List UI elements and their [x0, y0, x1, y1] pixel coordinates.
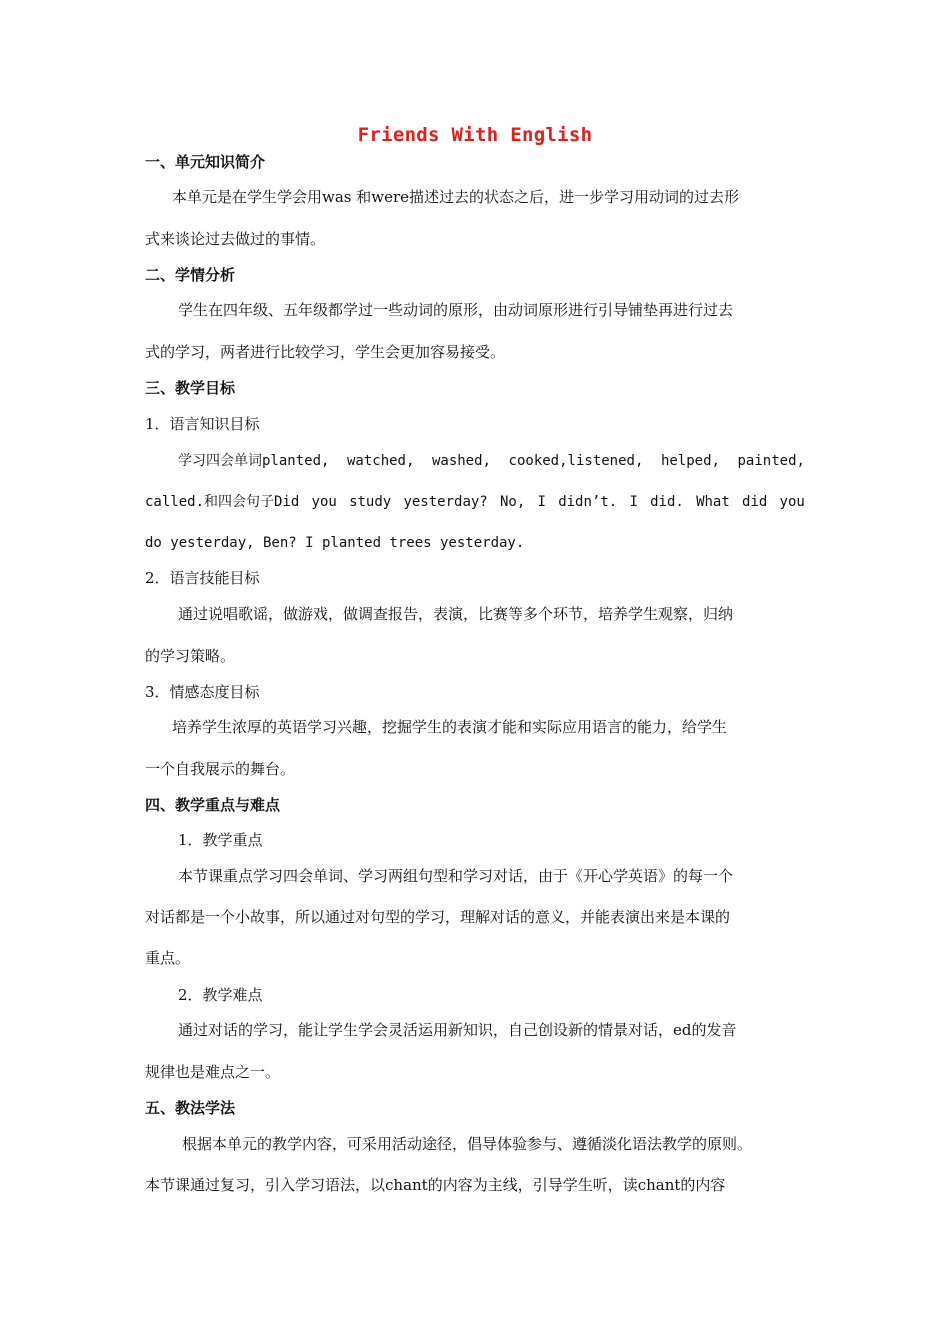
word: cooked,listened,: [508, 453, 644, 469]
word: No,: [499, 494, 526, 510]
paragraph-line: 培养学生浓厚的英语学习兴趣，挖掘学生的表演才能和实际应用语言的能力，给学生: [172, 718, 728, 736]
subheading-attitude-goals: 3．情感态度目标: [145, 683, 260, 701]
paragraph-line: 式的学习，两者进行比较学习，学生会更加容易接受。: [145, 343, 506, 361]
section-heading-objectives: 三、教学目标: [145, 379, 236, 397]
paragraph-line: 规律也是难点之一。: [145, 1063, 281, 1081]
document-title: Friends With English: [357, 124, 593, 146]
subheading-skill-goals: 2．语言技能目标: [145, 569, 260, 587]
paragraph-line: 式来谈论过去做过的事情。: [145, 230, 326, 248]
paragraph-line: 本节课通过复习，引入学习语法，以chant的内容为主线，引导学生听，读chant的内容: [145, 1176, 726, 1194]
paragraph-line: 本单元是在学生学会用was 和were描述过去的状态之后，进一步学习用动词的过去形: [172, 188, 740, 206]
word: did.: [650, 494, 684, 510]
word: didn’t.: [558, 494, 618, 510]
word: you: [779, 494, 805, 510]
paragraph-line: 一个自我展示的舞台。: [145, 760, 296, 778]
word: you: [311, 494, 337, 510]
sentence-line: do yesterday, Ben? I planted trees yesterday.: [145, 535, 525, 551]
subheading-difficulties: 2．教学难点: [178, 986, 263, 1004]
paragraph-line: 对话都是一个小故事，所以通过对句型的学习，理解对话的意义，并能表演出来是本课的: [145, 908, 731, 926]
word: watched,: [346, 453, 415, 469]
vocabulary-line: [178, 451, 805, 471]
word: washed,: [431, 453, 491, 469]
word: painted,: [737, 453, 805, 469]
section-heading-methods: 五、教法学法: [145, 1099, 236, 1117]
paragraph-line: 重点。: [145, 949, 191, 967]
word: I: [629, 494, 638, 510]
word: 学习四会单词planted,: [178, 453, 330, 469]
word: I: [537, 494, 546, 510]
word: called.和四会句子Did: [145, 494, 300, 510]
word: What: [696, 494, 730, 510]
paragraph-line: 通过说唱歌谣，做游戏，做调查报告，表演，比赛等多个环节，培养学生观察，归纳: [178, 605, 734, 623]
paragraph-line: 通过对话的学习，能让学生学会灵活运用新知识，自己创设新的情景对话，ed的发音: [178, 1021, 737, 1039]
paragraph-line: 学生在四年级、五年级都学过一些动词的原形，由动词原形进行引导铺垫再进行过去: [178, 301, 734, 319]
paragraph-line: 本节课重点学习四会单词、学习两组句型和学习对话，由于《开心学英语》的每一个: [178, 867, 734, 885]
subheading-knowledge-goals: 1．语言知识目标: [145, 415, 260, 433]
subheading-key-focus: 1．教学重点: [178, 831, 263, 849]
section-heading-unit-intro: 一、单元知识简介: [145, 153, 266, 171]
section-heading-learner-analysis: 二、学情分析: [145, 266, 236, 284]
word: study: [349, 494, 392, 510]
paragraph-line: 的学习策略。: [145, 647, 236, 665]
word: yesterday?: [403, 494, 488, 510]
paragraph-line: 根据本单元的教学内容，可采用活动途径，倡导体验参与、遵循淡化语法教学的原则。: [182, 1135, 753, 1153]
word: helped,: [660, 453, 720, 469]
section-heading-key-points: 四、教学重点与难点: [145, 796, 281, 814]
sentence-line: [145, 492, 805, 512]
word: did: [742, 494, 768, 510]
